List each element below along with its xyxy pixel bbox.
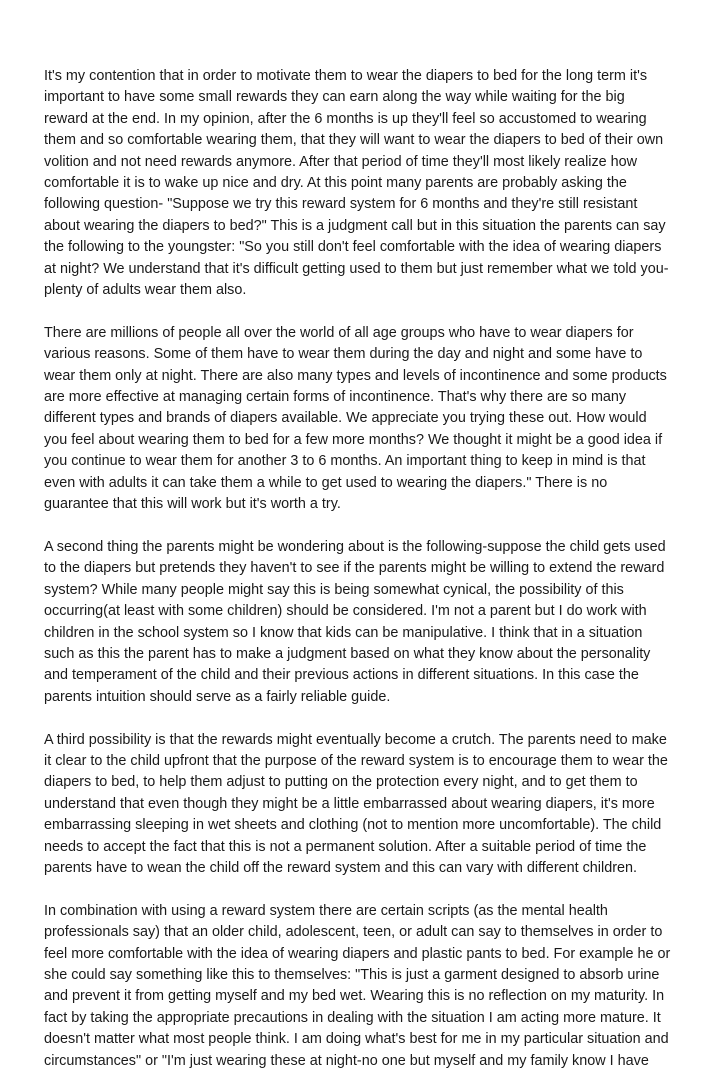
paragraph-1: It's my contention that in order to motivate them to wear the diapers to bed for the long term it's important to have some small rewards they can earn along the way while waiting for the big reward at the end. In my opinion, after the 6 months is up they'll feel so accustomed to wearing them and so comfortable wearing them, that they will want to wear the diapers to bed of their own volition and not need rewards anymore. After that period of time they'll most likely realize how comfortable it is to wake up nice and dry. At this point many parents are probably asking the following question- "Suppose we try this reward system for 6 months and they're still resistant about wearing the diapers to bed?" This is a judgment call but in this situation the parents can say the following to the youngster: "So you still don't feel comfortable with the idea of wearing diapers at night? We understand that it's difficult getting used to them but just remember what we told you- plenty of adults wear them also.: [44, 68, 669, 299]
paragraph-5: In combination with using a reward system there are certain scripts (as the mental health professionals say) that an older child, adolescent, teen, or adult can say to themselves in order to feel more comfortable with the idea of wearing diapers and plastic pants to bed. For example he or she could say something like this to themselves: "This is just a garment designed to absorb urine and prevent it from getting myself and my bed wet. Wearing this is no reflection on my maturity. In fact by taking the appropriate precautions in dealing with the situation I am acting more mature. It doesn't matter what most people think. I am doing what's best for me in my particular situation and circumstances" or "I'm just wearing these at night-no one but myself and my family know I have: [44, 902, 671, 1069]
paragraph-3: A second thing the parents might be wondering about is the following-suppose the child gets used to the diapers but pretends they haven't to see if the parents might be willing to extend the reward system? While many people might say this is being somewhat cynical, the possibility of this occurring(at least with some children) should be considered. I'm not a parent but I do work with children in the school system so I know that kids can be manipulative. I think that in a situation such as this the parent has to make a judgment based on what they know about the personality and temperament of the child and their previous actions in different situations. In this case the parents intuition should serve as a fairly reliable guide.: [44, 538, 666, 705]
paragraph-2: There are millions of people all over the world of all age groups who have to wear diapers for various reasons. Some of them have to wear them during the day and night and some have to wear them only at night. There are also many types and levels of incontinence and some products are more effective at managing certain forms of incontinence. That's why there are so many different types and brands of diapers available. We appreciate you trying these out. How would you feel about wearing them to bed for a few more months? We thought it might be a good idea if you continue to wear them for another 3 to 6 months. An important thing to keep in mind is that even with adults it can take them a while to get used to wearing the diapers." There is no guarantee that this will work but it's worth a try.: [44, 324, 667, 513]
document-body: [44, 66, 684, 1072]
paragraph-4: A third possibility is that the rewards might eventually become a crutch. The parents need to make it clear to the child upfront that the purpose of the reward system is to encourage them to wear the diapers to bed, to help them adjust to putting on the protection every night, and to get them to understand that even though they might be a little embarrassed about wearing diapers, it's more embarrassing sleeping in wet sheets and clothing (not to mention more uncomfortable). The child needs to accept the fact that this is not a permanent solution. After a suitable period of time the parents have to wean the child off the reward system and this can vary with different children.: [44, 731, 668, 876]
